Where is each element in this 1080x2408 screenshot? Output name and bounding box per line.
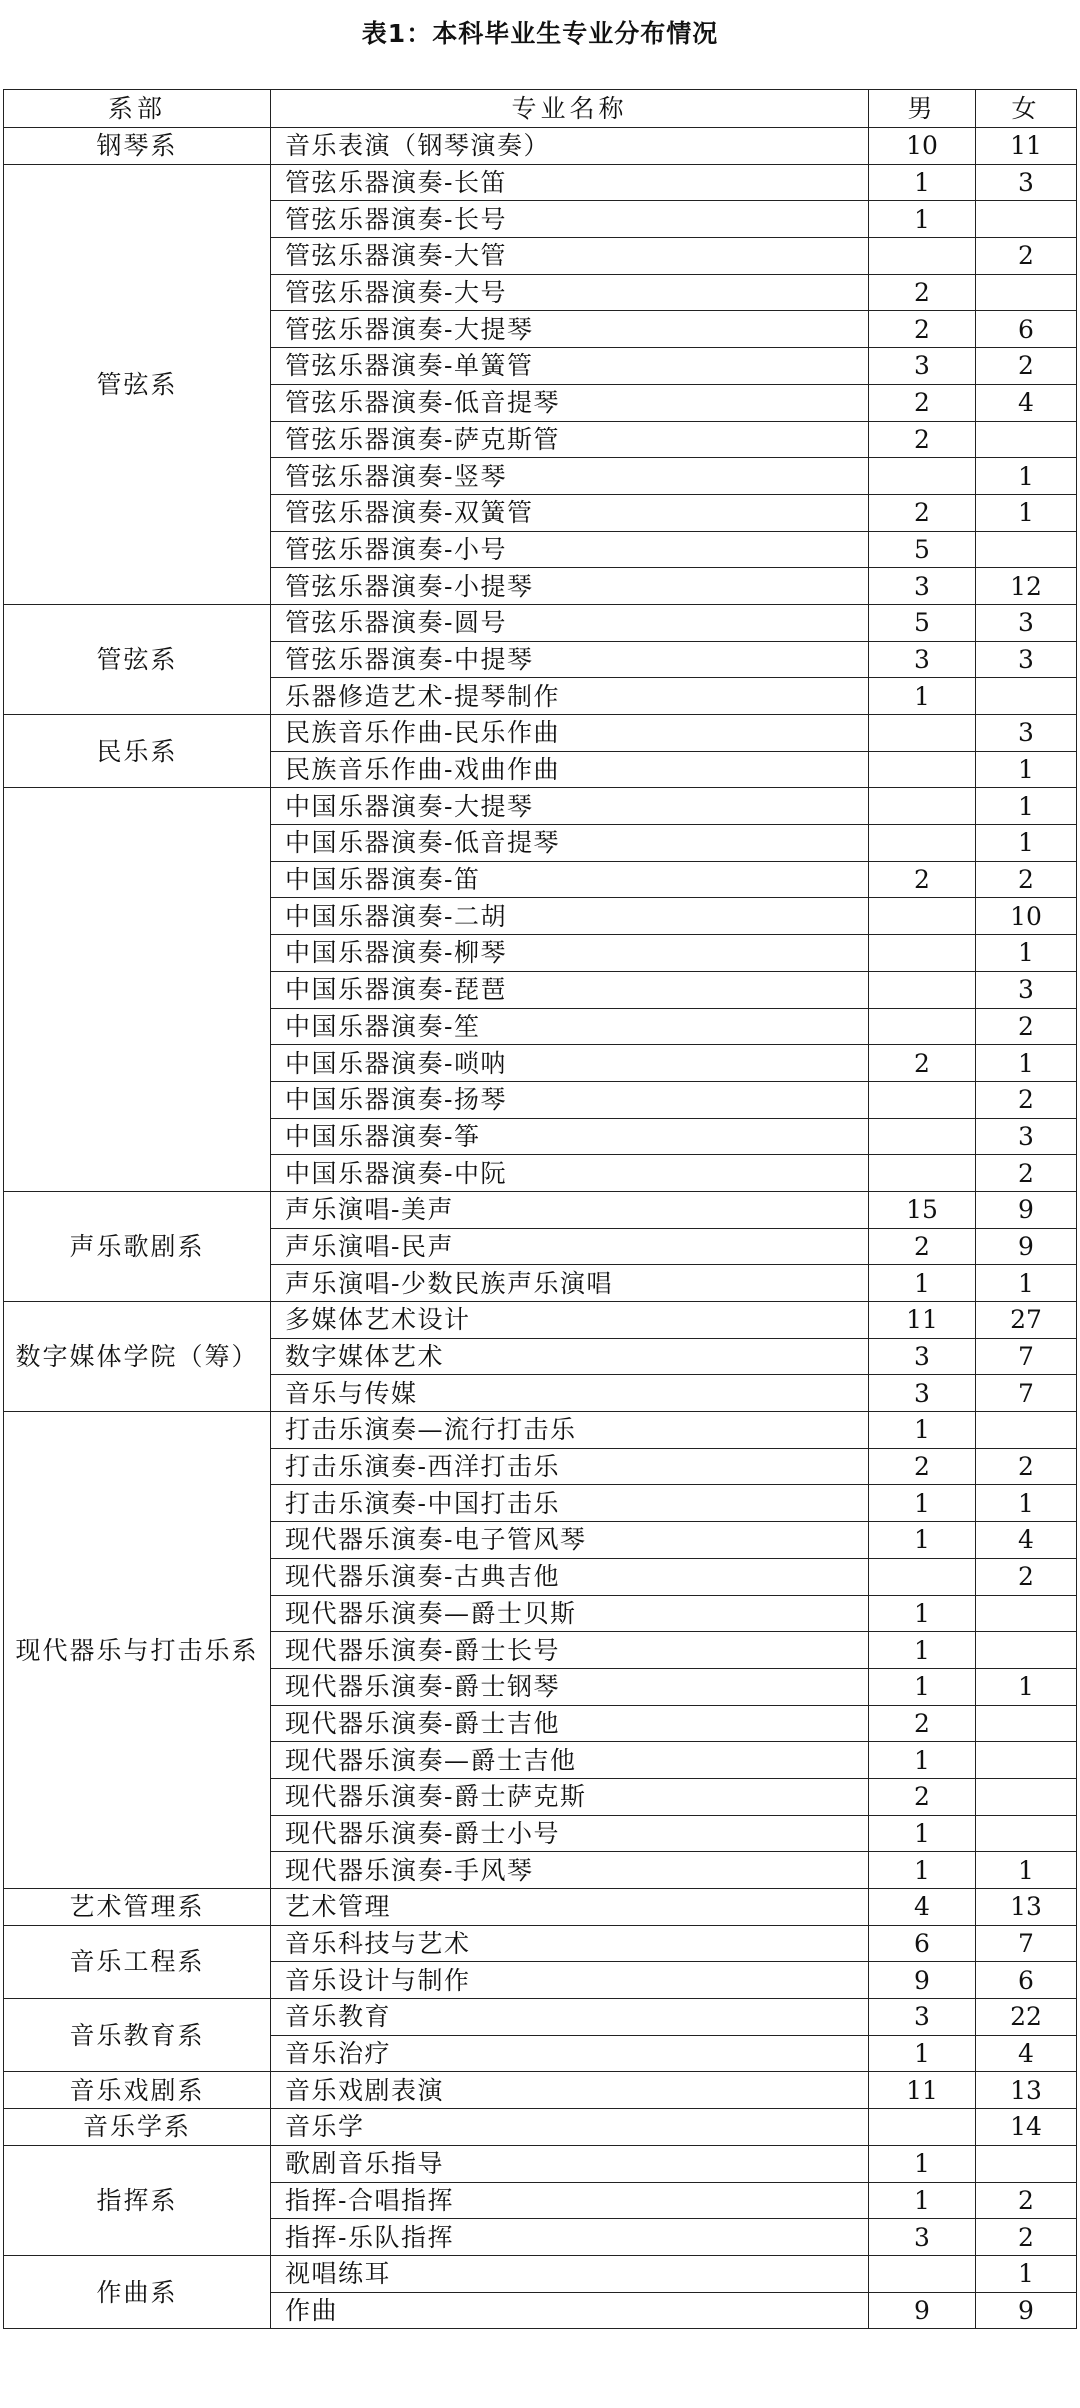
major-cell: 现代器乐演奏-爵士钢琴	[271, 1668, 869, 1705]
male-count-cell: 1	[869, 1522, 976, 1559]
table-row	[4, 1999, 1077, 2036]
table-row	[4, 164, 1077, 201]
male-count-cell: 1	[869, 1815, 976, 1852]
female-count-cell: 7	[976, 1338, 1077, 1375]
table-row	[4, 1302, 1077, 1339]
male-count-cell	[869, 2109, 976, 2146]
male-count-cell: 2	[869, 421, 976, 458]
female-count-cell: 2	[976, 1081, 1077, 1118]
female-count-cell: 1	[976, 935, 1077, 972]
male-count-cell: 4	[869, 1889, 976, 1926]
male-count-cell: 10	[869, 128, 976, 165]
female-count-cell: 4	[976, 384, 1077, 421]
male-count-cell: 3	[869, 1338, 976, 1375]
female-count-cell: 2	[976, 348, 1077, 385]
male-count-cell	[869, 971, 976, 1008]
major-cell: 现代器乐演奏-爵士小号	[271, 1815, 869, 1852]
major-cell: 现代器乐演奏-爵士吉他	[271, 1705, 869, 1742]
major-cell: 现代器乐演奏-爵士长号	[271, 1632, 869, 1669]
major-cell: 现代器乐演奏—爵士吉他	[271, 1742, 869, 1779]
male-count-cell	[869, 1008, 976, 1045]
male-count-cell: 1	[869, 2182, 976, 2219]
male-count-cell: 2	[869, 1045, 976, 1082]
major-cell: 中国乐器演奏-大提琴	[271, 788, 869, 825]
header-major: 专业名称	[271, 90, 869, 128]
female-count-cell: 6	[976, 1962, 1077, 1999]
male-count-cell: 6	[869, 1925, 976, 1962]
male-count-cell: 3	[869, 568, 976, 605]
male-count-cell: 2	[869, 1778, 976, 1815]
female-count-cell	[976, 421, 1077, 458]
male-count-cell	[869, 715, 976, 752]
dept-cell: 钢琴系	[4, 128, 271, 165]
major-cell: 管弦乐器演奏-低音提琴	[271, 384, 869, 421]
female-count-cell: 11	[976, 128, 1077, 165]
dept-cell: 民乐系	[4, 715, 271, 788]
male-count-cell: 3	[869, 641, 976, 678]
dept-cell: 音乐戏剧系	[4, 2072, 271, 2109]
male-count-cell: 2	[869, 1228, 976, 1265]
major-cell: 中国乐器演奏-中阮	[271, 1155, 869, 1192]
dept-cell: 数字媒体学院（筹）	[4, 1302, 271, 1412]
major-cell: 多媒体艺术设计	[271, 1302, 869, 1339]
major-cell: 管弦乐器演奏-大号	[271, 274, 869, 311]
female-count-cell	[976, 531, 1077, 568]
major-cell: 音乐表演（钢琴演奏）	[271, 128, 869, 165]
male-count-cell: 3	[869, 1375, 976, 1412]
male-count-cell: 2	[869, 494, 976, 531]
major-cell: 声乐演唱-民声	[271, 1228, 869, 1265]
female-count-cell	[976, 1632, 1077, 1669]
male-count-cell	[869, 238, 976, 275]
major-cell: 中国乐器演奏-柳琴	[271, 935, 869, 972]
male-count-cell: 2	[869, 1705, 976, 1742]
male-count-cell: 1	[869, 1265, 976, 1302]
table-row	[4, 128, 1077, 165]
female-count-cell: 2	[976, 2219, 1077, 2256]
major-cell: 音乐设计与制作	[271, 1962, 869, 1999]
dept-cell	[4, 788, 271, 1192]
male-count-cell	[869, 935, 976, 972]
major-cell: 视唱练耳	[271, 2255, 869, 2292]
female-count-cell: 3	[976, 715, 1077, 752]
male-count-cell: 1	[869, 164, 976, 201]
female-count-cell: 3	[976, 164, 1077, 201]
major-cell: 管弦乐器演奏-小提琴	[271, 568, 869, 605]
male-count-cell	[869, 825, 976, 862]
female-count-cell: 13	[976, 2072, 1077, 2109]
female-count-cell: 3	[976, 641, 1077, 678]
male-count-cell: 1	[869, 1668, 976, 1705]
major-cell: 管弦乐器演奏-圆号	[271, 604, 869, 641]
major-cell: 音乐学	[271, 2109, 869, 2146]
female-count-cell: 1	[976, 458, 1077, 495]
female-count-cell	[976, 274, 1077, 311]
table-row	[4, 2072, 1077, 2109]
female-count-cell: 7	[976, 1375, 1077, 1412]
major-cell: 中国乐器演奏-筝	[271, 1118, 869, 1155]
female-count-cell: 12	[976, 568, 1077, 605]
male-count-cell: 1	[869, 1412, 976, 1449]
male-count-cell: 11	[869, 2072, 976, 2109]
male-count-cell	[869, 458, 976, 495]
male-count-cell: 5	[869, 531, 976, 568]
male-count-cell: 2	[869, 384, 976, 421]
dept-cell: 音乐教育系	[4, 1999, 271, 2072]
female-count-cell: 1	[976, 1045, 1077, 1082]
dept-cell: 现代器乐与打击乐系	[4, 1412, 271, 1889]
table-row	[4, 2255, 1077, 2292]
major-cell: 打击乐演奏-西洋打击乐	[271, 1448, 869, 1485]
female-count-cell: 10	[976, 898, 1077, 935]
female-count-cell	[976, 2145, 1077, 2182]
dept-cell: 管弦系	[4, 164, 271, 604]
female-count-cell: 4	[976, 1522, 1077, 1559]
major-cell: 管弦乐器演奏-萨克斯管	[271, 421, 869, 458]
female-count-cell: 3	[976, 971, 1077, 1008]
female-count-cell: 2	[976, 238, 1077, 275]
male-count-cell: 3	[869, 348, 976, 385]
major-cell: 现代器乐演奏—爵士贝斯	[271, 1595, 869, 1632]
major-cell: 打击乐演奏—流行打击乐	[271, 1412, 869, 1449]
header-dept: 系部	[4, 90, 271, 128]
major-cell: 管弦乐器演奏-大提琴	[271, 311, 869, 348]
table-row	[4, 1191, 1077, 1228]
female-count-cell: 1	[976, 2255, 1077, 2292]
table-row	[4, 1889, 1077, 1926]
major-cell: 中国乐器演奏-笙	[271, 1008, 869, 1045]
female-count-cell	[976, 1595, 1077, 1632]
female-count-cell: 1	[976, 1485, 1077, 1522]
major-cell: 指挥-乐队指挥	[271, 2219, 869, 2256]
table-body	[4, 128, 1077, 2329]
major-cell: 管弦乐器演奏-长笛	[271, 164, 869, 201]
female-count-cell	[976, 1815, 1077, 1852]
male-count-cell: 1	[869, 2145, 976, 2182]
female-count-cell	[976, 1705, 1077, 1742]
male-count-cell: 2	[869, 861, 976, 898]
male-count-cell	[869, 1118, 976, 1155]
female-count-cell: 2	[976, 1558, 1077, 1595]
male-count-cell: 11	[869, 1302, 976, 1339]
male-count-cell: 1	[869, 1595, 976, 1632]
female-count-cell: 1	[976, 1265, 1077, 1302]
major-cell: 打击乐演奏-中国打击乐	[271, 1485, 869, 1522]
female-count-cell: 1	[976, 1852, 1077, 1889]
table-row	[4, 788, 1077, 825]
male-count-cell	[869, 2255, 976, 2292]
female-count-cell: 2	[976, 2182, 1077, 2219]
male-count-cell: 9	[869, 2292, 976, 2329]
female-count-cell: 1	[976, 825, 1077, 862]
female-count-cell: 22	[976, 1999, 1077, 2036]
dept-cell: 指挥系	[4, 2145, 271, 2255]
major-cell: 声乐演唱-美声	[271, 1191, 869, 1228]
female-count-cell: 1	[976, 1668, 1077, 1705]
male-count-cell: 9	[869, 1962, 976, 1999]
male-count-cell: 2	[869, 1448, 976, 1485]
major-cell: 作曲	[271, 2292, 869, 2329]
major-cell: 中国乐器演奏-扬琴	[271, 1081, 869, 1118]
female-count-cell	[976, 1778, 1077, 1815]
male-count-cell: 1	[869, 678, 976, 715]
major-cell: 中国乐器演奏-二胡	[271, 898, 869, 935]
female-count-cell: 2	[976, 1448, 1077, 1485]
major-cell: 管弦乐器演奏-双簧管	[271, 494, 869, 531]
male-count-cell: 3	[869, 2219, 976, 2256]
major-cell: 中国乐器演奏-低音提琴	[271, 825, 869, 862]
header-male: 男	[869, 90, 976, 128]
major-cell: 民族音乐作曲-民乐作曲	[271, 715, 869, 752]
female-count-cell: 27	[976, 1302, 1077, 1339]
female-count-cell: 2	[976, 1155, 1077, 1192]
major-cell: 现代器乐演奏-爵士萨克斯	[271, 1778, 869, 1815]
major-cell: 音乐与传媒	[271, 1375, 869, 1412]
major-cell: 乐器修造艺术-提琴制作	[271, 678, 869, 715]
female-count-cell: 9	[976, 1191, 1077, 1228]
major-cell: 艺术管理	[271, 1889, 869, 1926]
male-count-cell	[869, 898, 976, 935]
female-count-cell: 9	[976, 1228, 1077, 1265]
major-cell: 声乐演唱-少数民族声乐演唱	[271, 1265, 869, 1302]
major-cell: 中国乐器演奏-唢呐	[271, 1045, 869, 1082]
male-count-cell: 1	[869, 201, 976, 238]
female-count-cell: 9	[976, 2292, 1077, 2329]
major-cell: 音乐治疗	[271, 2035, 869, 2072]
female-count-cell	[976, 678, 1077, 715]
table-row	[4, 2145, 1077, 2182]
female-count-cell: 3	[976, 1118, 1077, 1155]
female-count-cell: 14	[976, 2109, 1077, 2146]
male-count-cell	[869, 788, 976, 825]
female-count-cell: 7	[976, 1925, 1077, 1962]
table-row	[4, 1412, 1077, 1449]
major-cell: 音乐戏剧表演	[271, 2072, 869, 2109]
female-count-cell: 1	[976, 788, 1077, 825]
male-count-cell	[869, 1155, 976, 1192]
male-count-cell: 1	[869, 1852, 976, 1889]
table-row	[4, 715, 1077, 752]
female-count-cell: 13	[976, 1889, 1077, 1926]
female-count-cell	[976, 1412, 1077, 1449]
male-count-cell: 15	[869, 1191, 976, 1228]
female-count-cell: 6	[976, 311, 1077, 348]
male-count-cell: 2	[869, 311, 976, 348]
male-count-cell: 1	[869, 1742, 976, 1779]
male-count-cell: 1	[869, 1485, 976, 1522]
male-count-cell	[869, 1081, 976, 1118]
male-count-cell: 1	[869, 1632, 976, 1669]
female-count-cell: 2	[976, 1008, 1077, 1045]
dept-cell: 作曲系	[4, 2255, 271, 2328]
major-cell: 歌剧音乐指导	[271, 2145, 869, 2182]
major-cell: 现代器乐演奏-古典吉他	[271, 1558, 869, 1595]
table-row	[4, 604, 1077, 641]
table-header-row	[4, 90, 1077, 128]
male-count-cell: 3	[869, 1999, 976, 2036]
dept-cell: 声乐歌剧系	[4, 1191, 271, 1301]
male-count-cell: 1	[869, 2035, 976, 2072]
graduate-distribution-table	[3, 89, 1077, 2329]
male-count-cell	[869, 1558, 976, 1595]
major-cell: 音乐教育	[271, 1999, 869, 2036]
major-cell: 指挥-合唱指挥	[271, 2182, 869, 2219]
female-count-cell	[976, 1742, 1077, 1779]
major-cell: 管弦乐器演奏-单簧管	[271, 348, 869, 385]
major-cell: 数字媒体艺术	[271, 1338, 869, 1375]
major-cell: 音乐科技与艺术	[271, 1925, 869, 1962]
table-row	[4, 2109, 1077, 2146]
female-count-cell: 2	[976, 861, 1077, 898]
dept-cell: 管弦系	[4, 604, 271, 714]
major-cell: 管弦乐器演奏-长号	[271, 201, 869, 238]
header-female: 女	[976, 90, 1077, 128]
dept-cell: 音乐工程系	[4, 1925, 271, 1998]
female-count-cell: 1	[976, 751, 1077, 788]
female-count-cell: 4	[976, 2035, 1077, 2072]
major-cell: 现代器乐演奏-手风琴	[271, 1852, 869, 1889]
male-count-cell: 5	[869, 604, 976, 641]
female-count-cell	[976, 201, 1077, 238]
major-cell: 管弦乐器演奏-竖琴	[271, 458, 869, 495]
table-title: 表1：本科毕业生专业分布情况	[361, 19, 719, 48]
major-cell: 管弦乐器演奏-小号	[271, 531, 869, 568]
major-cell: 管弦乐器演奏-中提琴	[271, 641, 869, 678]
dept-cell: 艺术管理系	[4, 1889, 271, 1926]
table-row	[4, 1925, 1077, 1962]
male-count-cell: 2	[869, 274, 976, 311]
female-count-cell: 1	[976, 494, 1077, 531]
major-cell: 中国乐器演奏-琵琶	[271, 971, 869, 1008]
major-cell: 管弦乐器演奏-大管	[271, 238, 869, 275]
male-count-cell	[869, 751, 976, 788]
major-cell: 民族音乐作曲-戏曲作曲	[271, 751, 869, 788]
major-cell: 现代器乐演奏-电子管风琴	[271, 1522, 869, 1559]
major-cell: 中国乐器演奏-笛	[271, 861, 869, 898]
dept-cell: 音乐学系	[4, 2109, 271, 2146]
female-count-cell: 3	[976, 604, 1077, 641]
